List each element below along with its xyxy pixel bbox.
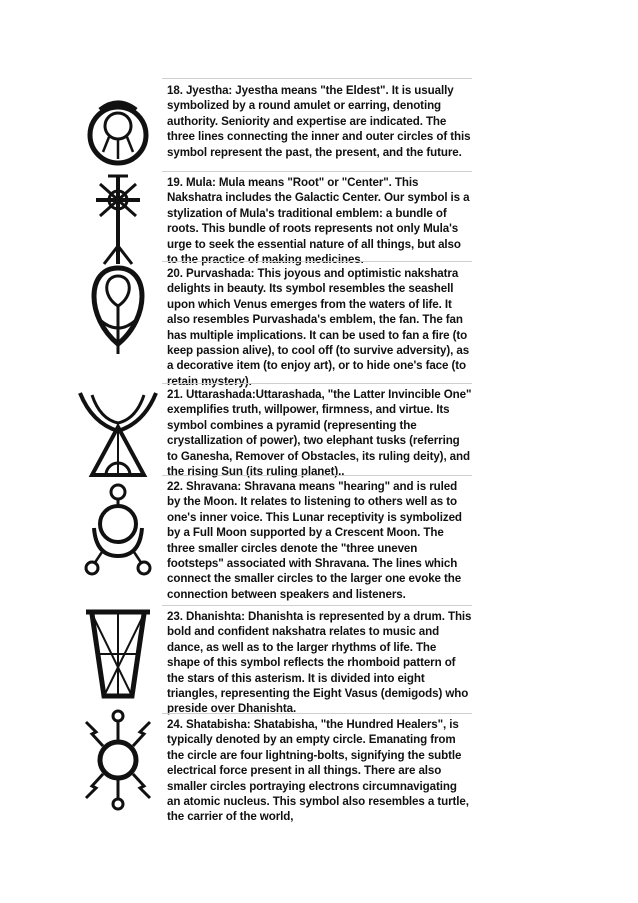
entry-divider [162,475,472,476]
pyramid-tusks-icon [78,383,158,487]
empty-circle-lightning-icon [78,708,158,812]
moon-footsteps-icon [78,474,158,578]
drum-icon [78,602,158,706]
entry-divider [162,261,472,262]
round-amulet-icon [78,80,158,184]
seashell-fan-icon [78,258,158,362]
entry-divider [162,713,472,714]
entry-text-mula: 19. Mula: Mula means "Root" or "Center". This Nakshatra includes the Galactic Center. Our symbol is a stylization of Mula's traditional emblem: a bundle of roots. This bundle of roots represents not only Mula's urge to seek the essential nature of all things, but also to the practice of making medicines. [167,176,470,267]
entry-text-uttarashada: 21. Uttarashada:Uttarashada, "the Latter Invincible One" exemplifies truth, willpower, firmness, and virtue. Its symbol combines a pyramid (representing the crystallization of power), two elephant tusks (referring to Ganesha, Remover of Obstacles, its ruling deity), and the rising Sun (its ruling planet).. [167,388,472,479]
entry-text-dhanishta: 23. Dhanishta: Dhanishta is represented by a drum. This bold and confident nakshatra relates to music and dance, as well as to the larger rhythms of life. The shape of this symbol reflects the rhomboid pattern of the stars of this asterism. It is divided into eight triangles, representing the Eight Vasus (demigods) who preside over Dhanishta. [167,610,472,716]
entry-divider [162,78,472,79]
entry-divider [162,383,472,384]
entry-divider [162,605,472,606]
entry-text-purvashada: 20. Purvashada: This joyous and optimistic nakshatra delights in beauty. Its symbol resembles the seashell upon which Venus emerges from the waters of life. It also resembles Purvashada's emblem, the fan. The fan has multiple implications. It can be used to fan a fire (to keep passion alive), to cool off (to survive adversity), as a decorative item (to enjoy art), or to hide one's face (to retain mystery). [167,267,470,388]
entry-divider [162,171,472,172]
entry-text-shravana: 22. Shravana: Shravana means "hearing" and is ruled by the Moon. It relates to listening to others well as to one's inner voice. This Lunar receptivity is symbolized by a Full Moon supported by a Crescent Moon. The three smaller circles denote the "three uneven footsteps" associated with Shravana. The lines which connect the smaller circles to the larger one evoke the connection between speakers and listeners. [167,480,462,601]
entry-text-shatabisha: 24. Shatabisha: Shatabisha, "the Hundred Healers", is typically denoted by an empty circle. Emanating from the circle are four lightning-bolts, signifying the subtle electrical force present in all things. There are also smaller circles portraying electrons circumnavigating an atomic nucleus. This symbol also resembles a turtle, the carrier of the world, [167,718,469,824]
entry-text-jyestha: 18. Jyestha: Jyestha means "the Eldest". It is usually symbolized by a round amulet or earring, denoting authority. Seniority and expertise are indicated. The three lines connecting the inner and outer circles of this symbol represent the past, the present, and the future. [167,84,471,159]
